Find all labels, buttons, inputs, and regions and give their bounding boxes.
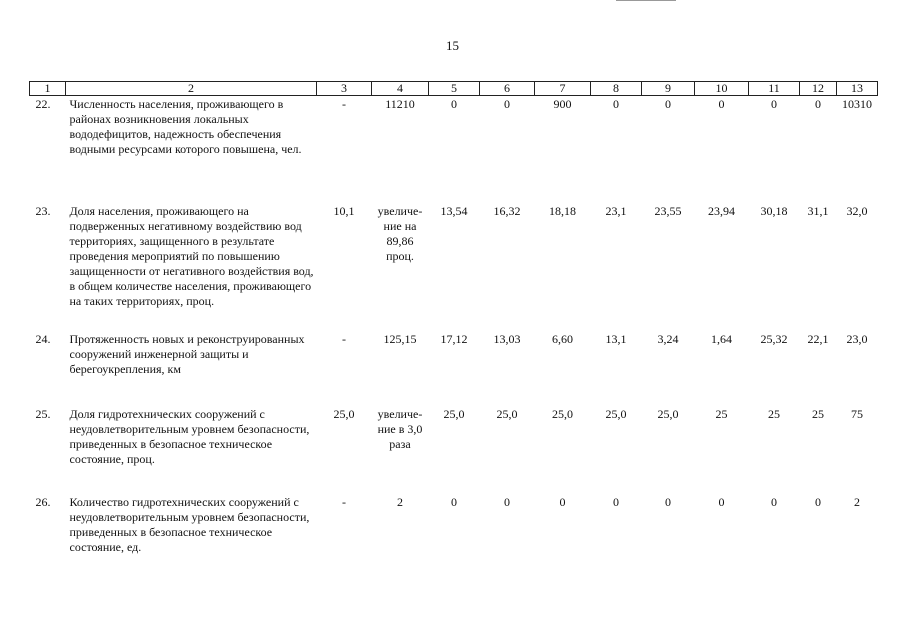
table-cell: 25,0 xyxy=(657,407,679,421)
row-number: 26. xyxy=(35,495,51,509)
table-cell: 0 xyxy=(451,495,457,509)
table-cell: 0 xyxy=(504,97,510,111)
indicator-name: Количество гидротехнических сооружений с неудовлетворительным уровнем безопасности, приведенных в безопасное техническое состояние, ед. xyxy=(69,495,310,554)
table-cell: 13,03 xyxy=(493,332,521,346)
table-cell: 22,1 xyxy=(807,332,829,346)
table-cell: 900 xyxy=(553,97,572,111)
column-header: 13 xyxy=(837,82,878,96)
column-header: 8 xyxy=(591,82,642,96)
table-cell: 0 xyxy=(771,495,777,509)
row-number: 23. xyxy=(35,204,51,218)
table-cell: 25 xyxy=(812,407,824,421)
column-header: 9 xyxy=(642,82,695,96)
row-number: 24. xyxy=(35,332,51,346)
table-body xyxy=(30,96,878,556)
indicator-name: Доля населения, проживающего на подверженных негативному воздействию вод территориях, защищенного в результате проведения мероприятий по повышению защищенности от негативного воздействия вод, в общем количестве населения, проживающего на таких территориях, проц. xyxy=(69,204,314,308)
table-cell: 11210 xyxy=(385,97,415,111)
table-cell: - xyxy=(342,97,346,111)
header-row xyxy=(30,82,878,96)
column-header: 3 xyxy=(317,82,372,96)
table-header xyxy=(30,82,878,96)
table-cell: 23,94 xyxy=(708,204,735,218)
table-cell: 0 xyxy=(559,495,566,509)
column-header: 7 xyxy=(535,82,591,96)
table-cell: 13,54 xyxy=(440,204,468,218)
table-row xyxy=(30,326,878,394)
table-cell: - xyxy=(342,495,346,509)
indicators-table xyxy=(29,81,878,555)
indicator-name: Протяженность новых и реконструированных сооружений инженерной защиты и берегоукрепления, км xyxy=(69,332,305,376)
table-cell: 2 xyxy=(397,495,403,509)
table-cell: 0 xyxy=(613,97,619,111)
table-cell: 31,1 xyxy=(807,204,829,218)
column-header: 5 xyxy=(429,82,480,96)
table-cell: увеличе-ние на 89,86 проц. xyxy=(377,204,423,263)
table-cell: 18,18 xyxy=(549,204,576,218)
page-number: 15 xyxy=(446,38,459,53)
table-cell: 1,64 xyxy=(711,332,732,346)
indicator-name: Численность населения, проживающего в районах возникновения локальных вододефицитов, надежность обеспечения водными ресурсами которого повышена, чел. xyxy=(69,97,302,156)
table-row xyxy=(30,394,878,482)
table-cell: 23,1 xyxy=(605,204,627,218)
scan-artifact-line xyxy=(616,0,676,1)
table-cell: 25,0 xyxy=(552,407,573,421)
table-cell: 25,0 xyxy=(605,407,627,421)
column-header: 2 xyxy=(66,82,317,96)
table-cell: 2 xyxy=(854,495,860,509)
table-row xyxy=(30,184,878,326)
table-cell: 6,60 xyxy=(552,332,573,346)
table-cell: 0 xyxy=(504,495,510,509)
column-header: 10 xyxy=(695,82,749,96)
table-cell: 0 xyxy=(771,97,777,111)
table-cell: 23,0 xyxy=(846,332,868,346)
table-row xyxy=(30,96,878,185)
table-cell: 75 xyxy=(851,407,863,421)
table-cell: 0 xyxy=(718,97,725,111)
table-cell: 25 xyxy=(715,407,728,421)
table-cell: 0 xyxy=(815,495,821,509)
table-cell: 0 xyxy=(613,495,619,509)
column-header: 4 xyxy=(372,82,429,96)
table-cell: 25,0 xyxy=(496,407,518,421)
table-cell: 0 xyxy=(718,495,725,509)
table-cell: 0 xyxy=(665,495,671,509)
row-number: 22. xyxy=(35,97,51,111)
table-cell: 10,1 xyxy=(333,204,355,218)
row-number: 25. xyxy=(35,407,51,421)
column-header: 12 xyxy=(800,82,837,96)
column-header: 11 xyxy=(749,82,800,96)
table-cell: 25,0 xyxy=(333,407,355,421)
table-row xyxy=(30,482,878,555)
table-cell: 13,1 xyxy=(605,332,627,346)
column-header: 1 xyxy=(30,82,66,96)
table-cell: - xyxy=(342,332,346,346)
table-cell: 125,15 xyxy=(383,332,417,346)
column-header: 6 xyxy=(480,82,535,96)
table-cell: 30,18 xyxy=(760,204,788,218)
table-cell: 25,32 xyxy=(760,332,788,346)
table-cell: 0 xyxy=(815,97,821,111)
table-cell: 25 xyxy=(768,407,780,421)
table-cell: 16,32 xyxy=(493,204,521,218)
indicator-name: Доля гидротехнических сооружений с неудовлетворительным уровнем безопасности, приведенных в безопасное техническое состояние, проц. xyxy=(69,407,310,466)
table-cell: 10310 xyxy=(842,97,872,111)
table-cell: 25,0 xyxy=(443,407,465,421)
table-cell: 32,0 xyxy=(846,204,868,218)
table-cell: 23,55 xyxy=(654,204,682,218)
table-cell: 3,24 xyxy=(657,332,679,346)
table-cell: увеличе-ние в 3,0 раза xyxy=(377,407,423,451)
table-cell: 0 xyxy=(665,97,671,111)
table-cell: 0 xyxy=(451,97,457,111)
table-cell: 17,12 xyxy=(440,332,468,346)
